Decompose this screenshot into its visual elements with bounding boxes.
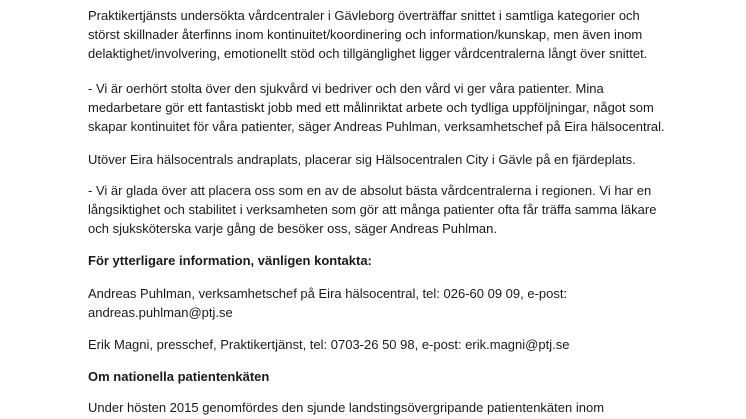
text-line: störst skillnader återfinns inom kontinuitet/koordinering och information/kunskap, men även inom: [88, 27, 643, 42]
text-line: Under hösten 2015 genomfördes den sjunde landstingsövergripande patientenkäten inom: [88, 400, 605, 415]
text-line: långsiktighet och stabilitet i verksamheten som gör att många patienter ofta får träffa samma läkare: [88, 202, 657, 217]
survey-paragraph: [88, 398, 604, 417]
quote-paragraph-2: [88, 181, 656, 238]
text-line: För ytterligare information, vänligen kontakta:: [88, 253, 372, 268]
email-link[interactable]: andreas.puhlman@ptj.se: [88, 305, 233, 320]
text-line: Praktikertjänsts undersökta vårdcentraler i Gävleborg överträffar snittet i samtliga kategorier och: [88, 8, 640, 23]
text-line: - Vi är oerhört stolta över den sjukvård vi bedriver och den vård vi ger våra patienter. Mina: [88, 81, 604, 96]
text-line: Om nationella patientenkäten: [88, 369, 270, 384]
text-line: delaktighet/involvering, emotionellt stöd och tillgänglighet ligger vårdcentralerna långt över snittet.: [88, 46, 648, 61]
placement-paragraph: [88, 150, 636, 169]
text-line: - Vi är glada över att placera oss som en av de absolut bästa vårdcentralerna i regionen. Vi har en: [88, 183, 652, 198]
text-line: Erik Magni, presschef, Praktikertjänst, tel: 0703-26 50 98, e-post: erik.magni@ptj.se: [88, 337, 570, 352]
contact-andreas: [88, 284, 567, 322]
survey-heading: [88, 367, 269, 386]
text-line: Utöver Eira hälsocentrals andraplats, placerar sig Hälsocentralen City i Gävle på en fjärdeplats.: [88, 152, 636, 167]
text-line: skapar kontinuitet för våra patienter, säger Andreas Puhlman, verksamhetschef på Eira hälsocentral.: [88, 119, 665, 134]
text-line: och sjuksköterska varje gång de besöker oss, säger Andreas Puhlman.: [88, 221, 498, 236]
text-line: Andreas Puhlman, verksamhetschef på Eira hälsocentral, tel: 026-60 09 09, e-post:: [88, 286, 568, 301]
contact-erik: [88, 335, 569, 354]
intro-paragraph: [88, 6, 647, 63]
contact-heading: [88, 251, 372, 270]
text-line: medarbetare gör ett fantastiskt jobb med ett målinriktat arbete och tydliga uppföljningar, något som: [88, 100, 654, 115]
quote-paragraph-1: [88, 79, 665, 136]
